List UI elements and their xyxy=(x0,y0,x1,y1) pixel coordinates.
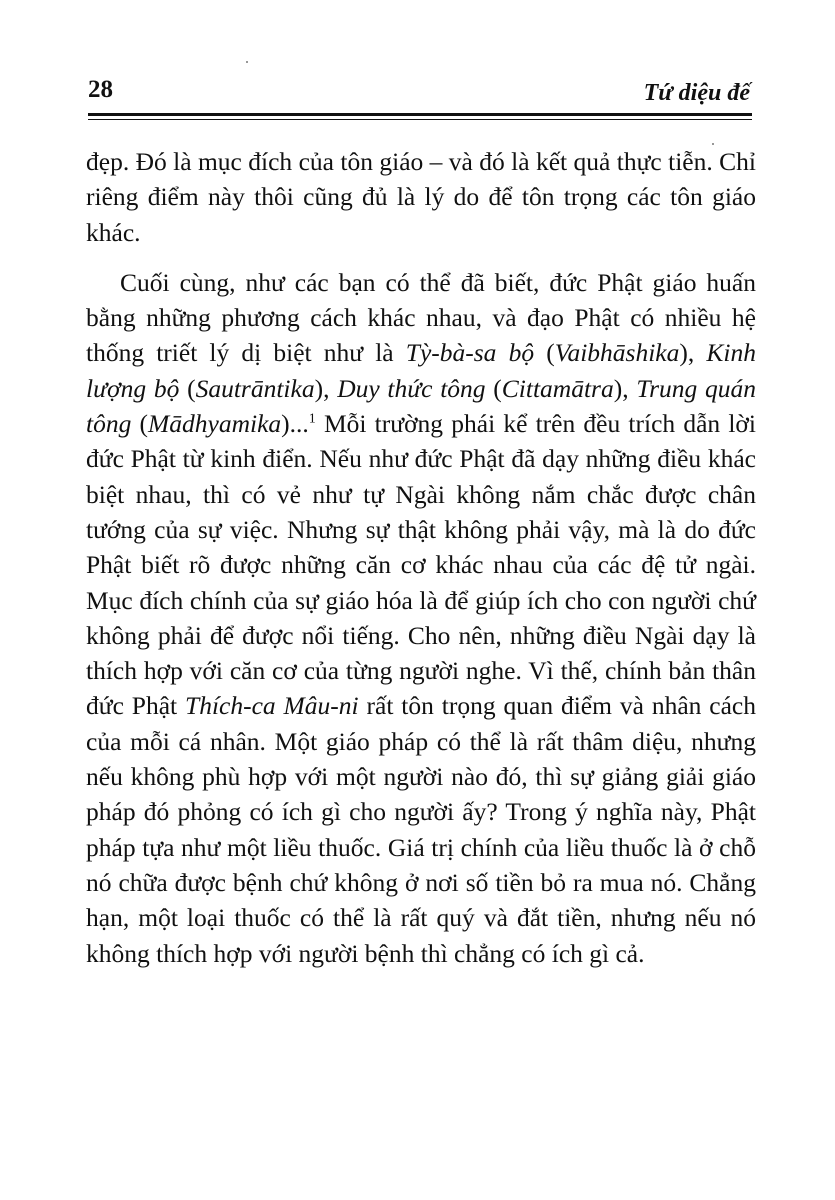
text-segment: ), xyxy=(613,373,637,403)
italic-text-segment: Sautrāntika xyxy=(195,373,315,403)
italic-text-segment: Thích-ca Mâu-ni xyxy=(185,691,359,721)
text-segment: đẹp. Đó là mục đích của tôn giáo – và đó là kết quả thực tiễn. Chỉ riêng điểm này thôi cũng đủ là lý do để tôn trọng các tôn giáo khác. xyxy=(86,147,756,247)
running-title: Tứ diệu đế xyxy=(643,80,750,106)
paragraph xyxy=(86,144,756,250)
text-segment: ( xyxy=(534,338,555,368)
text-segment: ), xyxy=(314,373,338,403)
italic-text-segment: Kinh lượng bộ xyxy=(86,338,756,403)
italic-text-segment: Mādhyamika xyxy=(148,409,282,439)
paragraph xyxy=(86,265,756,971)
header-rule-thick xyxy=(88,113,752,116)
scan-speck xyxy=(246,61,248,63)
text-segment: Cuối cùng, như các bạn có thể đã biết, đức Phật giáo huấn bằng những phương cách khác nhau, và đạo Phật có nhiều hệ thống triết lý dị biệt như là xyxy=(86,267,756,368)
text-segment: ), xyxy=(679,338,707,368)
text-segment: ( xyxy=(485,373,502,403)
text-segment: Mỗi trường phái kể trên đều trích dẫn lời đức Phật từ kinh điển. Nếu như đức Phật đã dạy những điều khác biệt nhau, thì có vẻ như tự Ngài không nắm chắc được chân tướng của sự việc. Nhưng sự thật không phải vậy, mà là do đức Phật biết rõ được những căn cơ khác nhau của các đệ tử ngài. Mục đích chính của sự giáo hóa là để giúp ích cho con người chứ không phải để được nổi tiếng. Cho nên, những điều Ngài dạy là thích hợp với căn cơ của từng người nghe. Vì thế, chính bản thân đức Phật xyxy=(86,409,756,721)
italic-text-segment: Tỳ-bà-sa bộ xyxy=(405,338,535,368)
page-header xyxy=(88,72,754,112)
text-segment: )... xyxy=(281,409,309,439)
header-rule-thin xyxy=(88,119,752,120)
italic-text-segment: Trung quán tông xyxy=(86,373,756,439)
italic-text-segment: Duy thức tông xyxy=(337,373,486,403)
scan-speck xyxy=(712,143,714,145)
text-segment: ( xyxy=(179,373,196,403)
italic-text-segment: Cittamātra xyxy=(501,373,614,403)
italic-text-segment: Vaibhāshika xyxy=(554,338,680,368)
footnote-marker: 1 xyxy=(308,411,316,427)
page-number: 28 xyxy=(88,76,113,103)
text-segment: rất tôn trọng quan điểm và nhân cách của mỗi cá nhân. Một giáo pháp có thể là rất thâm diệu, nhưng nếu không phù hợp với một người nào đó, thì sự giảng giải giáo pháp đó phỏng có ích gì cho người ấy? Trong ý nghĩa này, Phật pháp tựa như một liều thuốc. Giá trị chính của liều thuốc là ở chỗ nó chữa được bệnh chứ không ở nơi số tiền bỏ ra mua nó. Chẳng hạn, một loại thuốc có thể là rất quý và đắt tiền, nhưng nếu nó không thích hợp với người bệnh thì chẳng có ích gì cả. xyxy=(86,691,756,968)
text-segment: ( xyxy=(131,409,149,439)
body-text xyxy=(86,144,756,971)
